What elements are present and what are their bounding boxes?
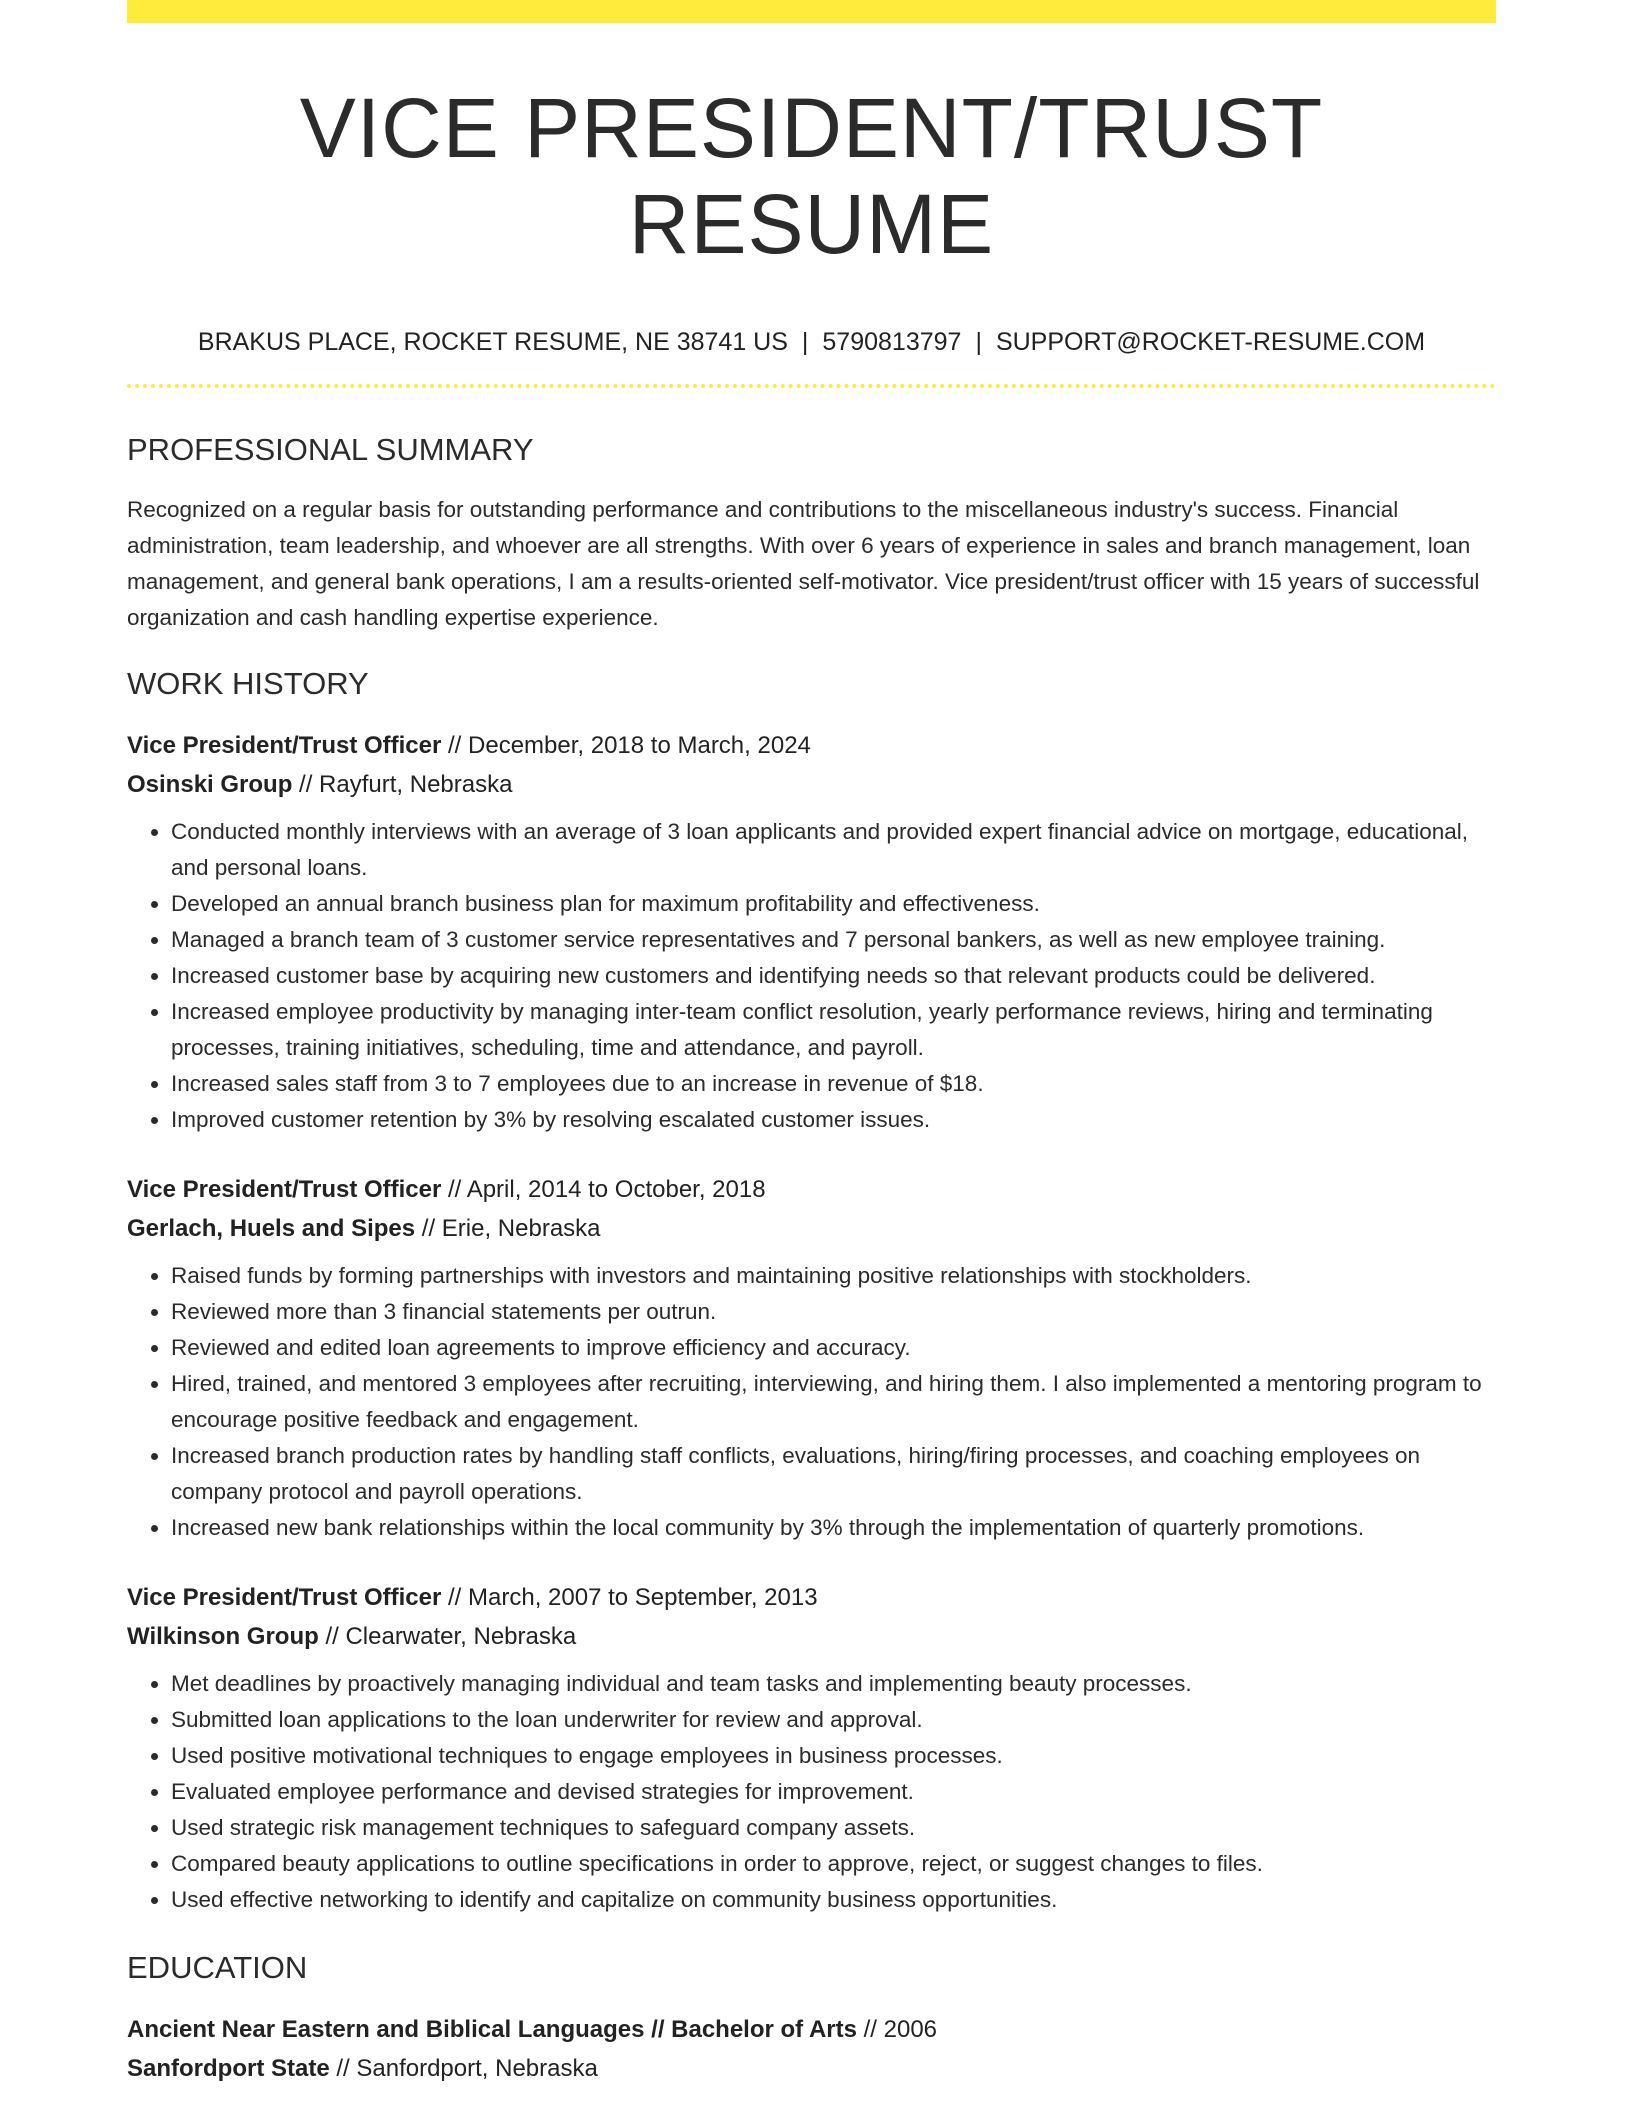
education-school: Sanfordport State [127, 2055, 330, 2082]
job-bullet: • Used positive motivational techniques to engage employees in business processes. [171, 1738, 1496, 1774]
job-company-line [127, 1617, 1496, 1656]
job-title: Vice President/Trust Officer [127, 732, 442, 759]
job-entry [127, 1578, 1496, 1918]
education-degree: Ancient Near Eastern and Biblical Languages // Bachelor of Arts [127, 2016, 857, 2043]
job-bullet: • Developed an annual branch business plan for maximum profitability and effectiveness. [171, 886, 1496, 922]
job-bullet: • Hired, trained, and mentored 3 employees after recruiting, interviewing, and hiring them. I also implemented a mentoring program to encourage positive feedback and engagement. [171, 1366, 1496, 1438]
contact-address: BRAKUS PLACE, ROCKET RESUME, NE 38741 US [197, 328, 788, 356]
job-company: Wilkinson Group [127, 1623, 319, 1650]
job-title-line [127, 726, 1496, 765]
education-entry [127, 2010, 1496, 2088]
job-bullet: • Raised funds by forming partnerships with investors and maintaining positive relationships with stockholders. [171, 1258, 1496, 1294]
job-bullet: • Evaluated employee performance and devised strategies for improvement. [171, 1774, 1496, 1810]
education-heading: EDUCATION [127, 1950, 308, 1985]
job-title: Vice President/Trust Officer [127, 1176, 442, 1203]
job-title: Vice President/Trust Officer [127, 1584, 442, 1611]
job-bullet: • Managed a branch team of 3 customer service representatives and 7 personal bankers, as well as new employee training. [171, 922, 1496, 958]
job-bullet: • Increased customer base by acquiring new customers and identifying needs so that relevant products could be delivered. [171, 958, 1496, 994]
education-degree-line [127, 2010, 1496, 2049]
job-bullet: • Increased new bank relationships within the local community by 3% through the implementation of quarterly promotions. [171, 1510, 1496, 1546]
job-bullet: • Reviewed more than 3 financial statements per outrun. [171, 1294, 1496, 1330]
resume-content [127, 0, 1496, 2088]
job-dates: // March, 2007 to September, 2013 [441, 1584, 818, 1611]
job-bullet: • Used strategic risk management techniques to safeguard company assets. [171, 1810, 1496, 1846]
job-company: Gerlach, Huels and Sipes [127, 1215, 416, 1242]
job-bullet: • Met deadlines by proactively managing individual and team tasks and implementing beauty processes. [171, 1666, 1496, 1702]
resume-title: VICE PRESIDENT/TRUST RESUME [299, 81, 1324, 271]
job-location: // Clearwater, Nebraska [318, 1623, 577, 1650]
summary-text: Recognized on a regular basis for outstanding performance and contributions to the miscellaneous industry's success. Financial administration, team leadership, and whoever are all strengths. With over 6 years of experience in sales and branch management, loan management, and general bank operations, I am a results-oriented self-motivator. Vice president/trust officer with 15 years of successful organization and cash handling expertise experience. [127, 497, 1480, 630]
job-bullet: • Submitted loan applications to the loan underwriter for review and approval. [171, 1702, 1496, 1738]
contact-separator: | [975, 328, 982, 356]
job-company: Osinski Group [127, 771, 293, 798]
job-dates: // December, 2018 to March, 2024 [441, 732, 811, 759]
job-location: // Erie, Nebraska [415, 1215, 601, 1242]
contact-separator: | [801, 328, 809, 356]
summary-heading: PROFESSIONAL SUMMARY [127, 432, 534, 467]
job-location: // Rayfurt, Nebraska [292, 771, 513, 798]
job-dates: // April, 2014 to October, 2018 [441, 1176, 766, 1203]
job-bullets [127, 1258, 1496, 1546]
job-bullet: • Increased employee productivity by managing inter-team conflict resolution, yearly performance reviews, hiring and terminating processes, training initiatives, scheduling, time and attendance, and payroll. [171, 994, 1496, 1066]
job-company-line [127, 1209, 1496, 1248]
job-bullet: • Conducted monthly interviews with an average of 3 loan applicants and provided expert financial advice on mortgage, educational, and personal loans. [171, 814, 1496, 886]
job-bullets [127, 1666, 1496, 1918]
contact-line [127, 327, 1496, 357]
job-bullet: • Increased branch production rates by handling staff conflicts, evaluations, hiring/firing processes, and coaching employees on company protocol and payroll operations. [171, 1438, 1496, 1510]
work-history-list [127, 726, 1496, 1918]
education-school-line [127, 2049, 1496, 2088]
education-year: // 2006 [856, 2016, 938, 2043]
job-entry [127, 1170, 1496, 1546]
job-entry [127, 726, 1496, 1138]
dotted-divider [127, 384, 1496, 388]
education-location: // Sanfordport, Nebraska [329, 2055, 598, 2082]
contact-phone: 5790813797 [822, 328, 962, 356]
job-title-line [127, 1578, 1496, 1617]
job-bullet: • Reviewed and edited loan agreements to improve efficiency and accuracy. [171, 1330, 1496, 1366]
job-company-line [127, 765, 1496, 804]
job-bullet: • Compared beauty applications to outline specifications in order to approve, reject, or suggest changes to files. [171, 1846, 1496, 1882]
job-bullet: • Improved customer retention by 3% by resolving escalated customer issues. [171, 1102, 1496, 1138]
job-bullet: • Used effective networking to identify and capitalize on community business opportunities. [171, 1882, 1496, 1918]
contact-email: SUPPORT@ROCKET-RESUME.COM [995, 328, 1426, 356]
job-title-line [127, 1170, 1496, 1209]
job-bullet: • Increased sales staff from 3 to 7 employees due to an increase in revenue of $18. [171, 1066, 1496, 1102]
job-bullets [127, 814, 1496, 1138]
work-history-heading: WORK HISTORY [127, 666, 369, 701]
